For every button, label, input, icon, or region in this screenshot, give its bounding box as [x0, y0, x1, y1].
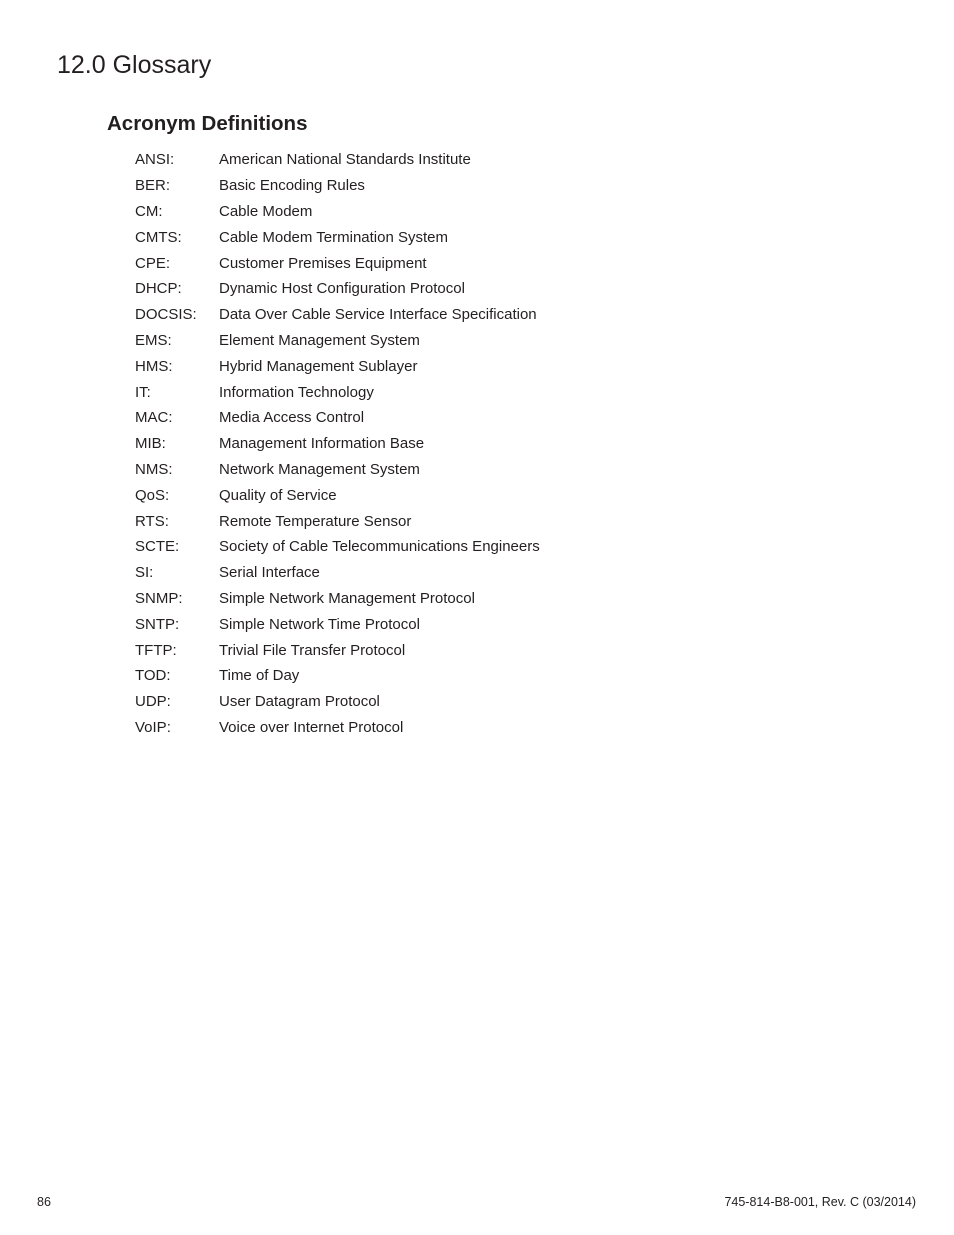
acronym-definition: Media Access Control [219, 409, 365, 427]
acronym-row [135, 611, 695, 637]
acronym-row [135, 276, 695, 302]
acronym-row [135, 482, 695, 508]
acronym-term: CM: [135, 202, 163, 220]
acronym-row [135, 663, 695, 689]
acronym-definition: Voice over Internet Protocol [219, 718, 404, 736]
acronym-definition: Quality of Service [219, 486, 337, 504]
acronym-row [135, 457, 695, 483]
acronym-definition: Trivial File Transfer Protocol [219, 641, 406, 659]
acronym-row [135, 431, 695, 457]
acronym-term: SCTE: [135, 538, 180, 556]
acronym-row [135, 199, 695, 225]
acronym-definition: Basic Encoding Rules [219, 177, 365, 195]
acronym-term: SI: [135, 564, 154, 582]
acronym-row [135, 715, 695, 741]
acronym-row [135, 508, 695, 534]
acronym-term: NMS: [135, 460, 173, 478]
acronym-row [135, 560, 695, 586]
acronym-definition: Data Over Cable Service Interface Specification [219, 306, 537, 324]
acronym-term: BER: [135, 177, 171, 195]
acronym-term: CMTS: [135, 228, 182, 246]
acronym-definition: Hybrid Management Sublayer [219, 357, 418, 375]
document-id: 745-814-B8-001, Rev. C (03/2014) [724, 1195, 916, 1209]
acronym-term: TOD: [135, 667, 171, 685]
acronym-row [135, 224, 695, 250]
acronym-term: HMS: [135, 357, 173, 375]
acronym-term: SNMP: [135, 589, 183, 607]
acronym-term: EMS: [135, 331, 172, 349]
acronym-row [135, 534, 695, 560]
acronym-term: RTS: [135, 512, 169, 530]
acronym-definition: Dynamic Host Configuration Protocol [219, 280, 465, 298]
acronym-term: IT: [135, 383, 151, 401]
acronym-list [135, 147, 695, 740]
acronym-term: ANSI: [135, 151, 175, 169]
acronym-term: TFTP: [135, 641, 177, 659]
acronym-row [135, 637, 695, 663]
acronym-definition: Remote Temperature Sensor [219, 512, 412, 530]
acronym-definition: American National Standards Institute [219, 151, 471, 169]
acronym-term: SNTP: [135, 615, 180, 633]
acronym-row [135, 405, 695, 431]
acronym-definition: Serial Interface [219, 564, 320, 582]
acronym-definition: Simple Network Time Protocol [219, 615, 420, 633]
acronym-definition: Information Technology [219, 383, 374, 401]
acronym-row [135, 173, 695, 199]
acronym-row [135, 353, 695, 379]
page-number: 86 [37, 1195, 51, 1209]
acronym-definition: Time of Day [219, 667, 300, 685]
acronym-row [135, 689, 695, 715]
acronym-definition: Simple Network Management Protocol [219, 589, 475, 607]
acronym-term: DHCP: [135, 280, 182, 298]
acronym-definition: Element Management System [219, 331, 420, 349]
acronym-term: DOCSIS: [135, 306, 197, 324]
acronym-term: MAC: [135, 409, 173, 427]
acronym-row [135, 250, 695, 276]
acronym-definition: Cable Modem Termination System [219, 228, 448, 246]
acronym-term: VoIP: [135, 718, 171, 736]
acronym-definition: Network Management System [219, 460, 420, 478]
chapter-title: 12.0 Glossary [57, 51, 212, 79]
acronym-term: UDP: [135, 693, 171, 711]
acronym-term: CPE: [135, 254, 171, 272]
acronym-term: MIB: [135, 435, 166, 453]
acronym-row [135, 379, 695, 405]
acronym-row [135, 302, 695, 328]
acronym-definition: Management Information Base [219, 435, 425, 453]
acronym-row [135, 586, 695, 612]
acronym-term: QoS: [135, 486, 170, 504]
section-title: Acronym Definitions [107, 112, 308, 135]
acronym-row [135, 328, 695, 354]
acronym-definition: User Datagram Protocol [219, 693, 380, 711]
acronym-definition: Customer Premises Equipment [219, 254, 427, 272]
acronym-definition: Society of Cable Telecommunications Engineers [219, 538, 540, 556]
acronym-definition: Cable Modem [219, 202, 313, 220]
acronym-row [135, 147, 695, 173]
